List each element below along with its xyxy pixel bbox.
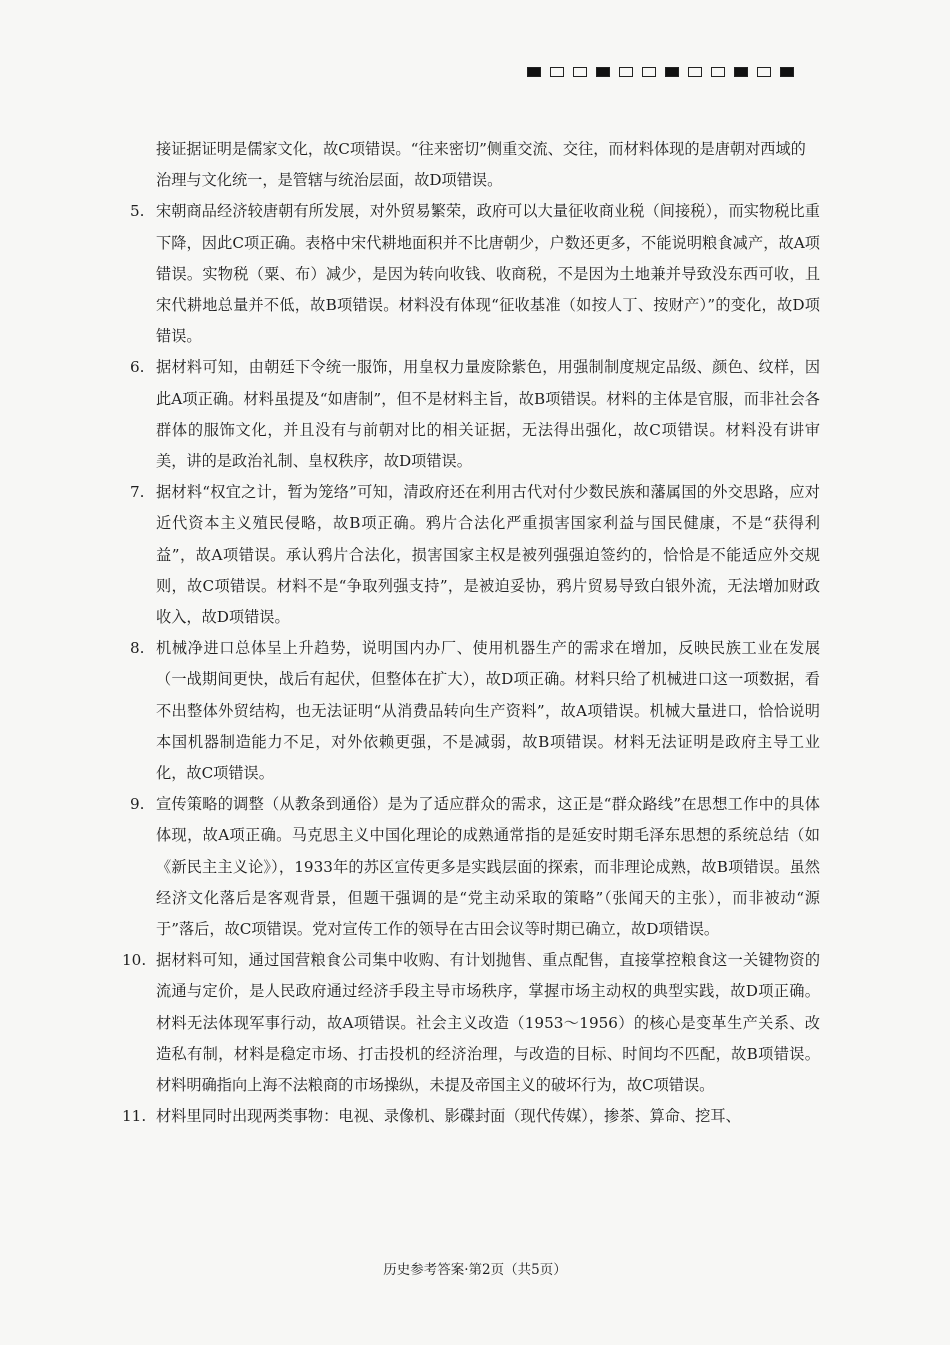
answer-text: 据材料可知，通过国营粮食公司集中收购、有计划抛售、重点配售，直接掌控粮食这一关键物资的流通与定价，是人民政府通过经济手段主导市场秩序，掌握市场主动权的典型实践，故D项正确。材料无法体现军事行动，故A项错误。社会主义改造（1953～1956）的核心是变革生产关系、改造私有制，材料是稳定市场、打击投机的经济治理，与改造的目标、时间均不匹配，故B项错误。材料明确指向上海不法粮商的市场操纵，未提及帝国主义的破坏行为，故C项错误。 [156,951,820,1095]
answer-number: 7. [130,483,145,502]
filled-square-mark [665,67,679,77]
filled-square-mark [527,67,541,77]
answer-item [130,352,820,477]
answer-number: 10. [122,951,147,970]
answer-item [122,945,820,1101]
answer-number: 6. [130,358,145,377]
empty-square-mark [550,67,564,77]
answer-content [122,134,820,1133]
answer-text: 据材料“权宜之计，暂为笼络”可知，清政府还在利用古代对付少数民族和藩属国的外交思路，应对近代资本主义殖民侵略，故B项正确。鸦片合法化严重损害国家利益与国民健康，不是“获得利益”，故A项错误。承认鸦片合法化，损害国家主权是被列强强迫签约的，恰恰是不能适应外交规则，故C项错误。材料不是“争取列强支持”，是被迫妥协，鸦片贸易导致白银外流，无法增加财政收入，故D项错误。 [156,483,820,627]
answer-item [130,196,820,352]
empty-square-mark [757,67,771,77]
answer-text: 机械净进口总体呈上升趋势，说明国内办厂、使用机器生产的需求在增加，反映民族工业在发展（一战期间更快，战后有起伏，但整体在扩大），故D项正确。材料只给了机械进口这一项数据，看不出整体外贸结构，也无法证明“从消费品转向生产资料”，故A项错误。机械大量进口，恰恰说明本国机器制造能力不足，对外依赖更强，不是减弱，故B项错误。材料无法证明是政府主导工业化，故C项错误。 [156,639,820,783]
empty-square-mark [711,67,725,77]
answer-item [122,1101,820,1132]
empty-square-mark [688,67,702,77]
answer-number: 8. [130,639,145,658]
page-footer: 历史参考答案·第2页（共5页） [383,1262,567,1278]
answer-text: 材料里同时出现两类事物：电视、录像机、影碟封面（现代传媒），掺茶、算命、挖耳、 [156,1107,741,1126]
answer-item [130,633,820,789]
empty-square-mark [619,67,633,77]
answer-text: 宣传策略的调整（从教条到通俗）是为了适应群众的需求，这正是“群众路线”在思想工作中的具体体现，故A项正确。马克思主义中国化理论的成熟通常指的是延安时期毛泽东思想的系统总结（如《新民主主义论》），1933年的苏区宣传更多是实践层面的探索，而非理论成熟，故B项错误。虽然经济文化落后是客观背景，但题干强调的是“党主动采取的策略”（张闻天的主张），而非被动“源于”落后，故C项错误。党对宣传工作的领导在古田会议等时期已确立，故D项错误。 [156,795,820,939]
answer-text: 据材料可知，由朝廷下令统一服饰，用皇权力量废除紫色，用强制制度规定品级、颜色、纹样，因此A项正确。材料虽提及“如唐制”，但不是材料主旨，故B项错误。材料的主体是官服，而非社会各群体的服饰文化，并且没有与前朝对比的相关证据，无法得出强化，故C项错误。材料没有讲审美，讲的是政治礼制、皇权秩序，故D项错误。 [156,358,820,471]
answer-number: 11. [122,1107,147,1126]
answer-item [130,789,820,945]
empty-square-mark [573,67,587,77]
answer-list [122,196,820,1132]
answer-item [130,477,820,633]
answer-number: 5. [130,202,145,221]
header-marks [527,67,794,77]
answer-text: 宋朝商品经济较唐朝有所发展，对外贸易繁荣，政府可以大量征收商业税（间接税），而实物税比重下降，因此C项正确。表格中宋代耕地面积并不比唐朝少，户数还更多，不能说明粮食减产，故A项错误。实物税（粟、布）减少，是因为转向收钱、收商税，不是因为土地兼并导致没东西可收，且宋代耕地总量并不低，故B项错误。材料没有体现“征收基准（如按人丁、按财产）”的变化，故D项错误。 [156,202,820,346]
filled-square-mark [780,67,794,77]
answer-number: 9. [130,795,145,814]
empty-square-mark [642,67,656,77]
filled-square-mark [596,67,610,77]
continuation-paragraph: 接证据证明是儒家文化，故C项错误。“往来密切”侧重交流、交往，而材料体现的是唐朝对西域的治理与文化统一，是管辖与统治层面，故D项错误。 [156,140,806,190]
filled-square-mark [734,67,748,77]
